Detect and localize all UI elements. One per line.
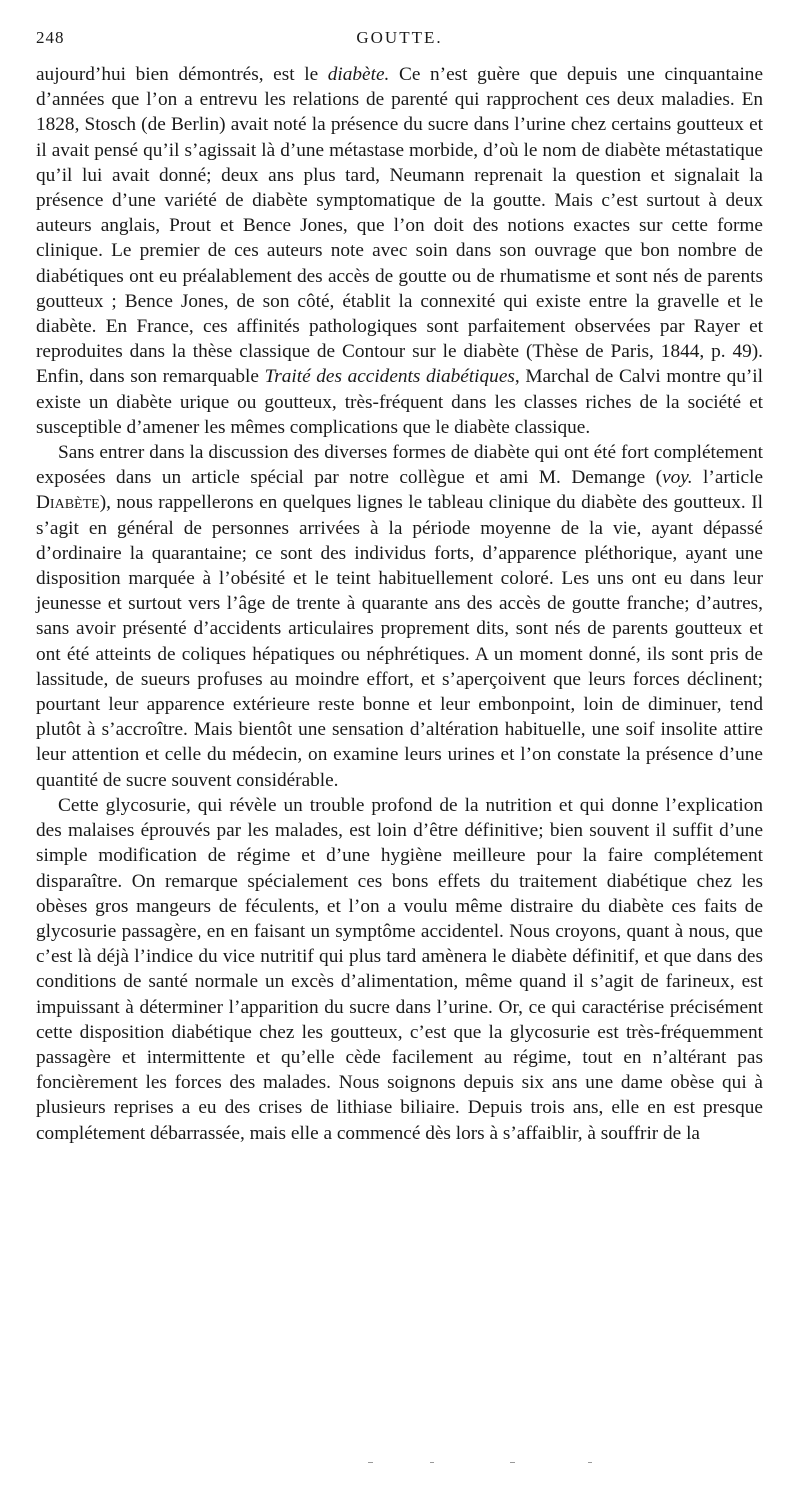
body-text: [36, 62, 763, 1146]
bottom-specks: [360, 1462, 660, 1464]
paragraph: [36, 793, 763, 1146]
paragraph: [36, 440, 763, 793]
text-segment: l’article: [692, 467, 763, 489]
text-segment: Cette glycosurie, qui révèle un trouble profond de la nutrition et qui donne l’explication des malaises éprouvés par les malades, est loin d’être définitive; bien souvent il suffit d’une simple modification de régime et d’une hygiène meilleure pour la faire complétement disparaître. On remarque spécialement ces bons effets du traitement diabétique chez les obèses gros mangeurs de féculents, et l’on a voulu même distraire du diabète ces faits de glycosurie passagère, en en faisant un symptôme accidentel. Nous croyons, quant à nous, que c’est là déjà l’indice du vice nutritif qui plus tard amènera le diabète définitif, et que dans des conditions de santé normale un excès d’alimentation, même quand il s’agit de farineux, est impuissant à déterminer l’apparition du sucre dans l’urine. Or, ce qui caractérise précisément cette disposition diabétique chez les goutteux, c’est que la glycosurie est très-fréquemment passagère et intermittente et qu’elle cède facilement au régime, tout en n’altérant pas foncièrement les forces des malades. Nous soignons depuis six ans une dame obèse qui à plusieurs reprises a eu des crises de lithiase biliaire. Depuis trois ans, elle en est presque complétement débarrassée, mais elle a commencé dès lors à s’affaiblir, à souffrir de la: [36, 794, 763, 1144]
text-segment: aujourd’hui bien démontrés, est le: [36, 64, 328, 85]
running-head: [36, 28, 763, 54]
text-segment: ), nous rappellerons en quelques lignes le tableau clinique du diabète des goutteux. Il s’agit en général de personnes arrivées à la période moyenne de la vie, ayant dépassé d’ordinaire la quarantaine; ce sont des individus forts, d’apparence pléthorique, ayant une disposition marquée à l’obésité et le teint habituellement coloré. Les uns ont eu dans leur jeunesse et surtout vers l’âge de trente à quarante ans des accès de goutte franche; d’autres, sans avoir présenté d’accidents articulaires proprement dits, sont nés de parents goutteux et ont été atteints de coliques hépatiques ou néphrétiques. A un moment donné, ils sont pris de lassitude, de sueurs profuses au moindre effort, et s’aperçoivent que leurs forces déclinent; pourtant leur apparence extérieure reste bonne et leur embonpoint, loin de diminuer, tend plutôt à s’accroître. Mais bientôt une sensation d’altération habituelle, une soif insolite attire leur attention et celle du médecin, on examine leurs urines et l’on constate la présence d’une quantité de sucre souvent considérable.: [36, 492, 763, 791]
page-number: 248: [36, 28, 65, 47]
text-segment: Ce n’est guère que depuis une cinquantaine d’années que l’on a entrevu les relations de parenté qui rapprochent ces deux maladies. En 1828, Stosch (de Berlin) avait noté la présence du sucre dans l’urine chez certains goutteux et il avait pensé qu’il s’agissait là d’une métastase morbide, d’où le nom de diabète métastatique qu’il lui avait donné; deux ans plus tard, Neumann reprenait la question et signalait la présence d’une variété de diabète symptomatique de la goutte. Mais c’est surtout à deux auteurs anglais, Prout et Bence Jones, que l’on doit des notions exactes sur cette forme clinique. Le premier de ces auteurs note avec soin dans son ouvrage que bon nombre de diabétiques ont eu préalablement des accès de goutte ou de rhumatisme et sont nés de parents goutteux ; Bence Jones, de son côté, établit la connexité qui existe entre la gravelle et le diabète. En France, ces affinités pathologiques sont parfaitement observées par Rayer et reproduites dans la thèse classique de Contour sur le diabète (Thèse de Paris, 1844, p. 49). Enfin, dans son remarquable: [36, 64, 764, 388]
book-page: [36, 28, 763, 1146]
running-title: GOUTTE.: [356, 28, 443, 47]
text-segment: , Marchal de Calvi montre qu’il existe un diabète urique ou goutteux, très-fréquent dans les classes riches de la société et susceptible d’amener les mêmes complications que le diabète classique.: [36, 366, 763, 438]
text-segment: diabète.: [327, 64, 390, 85]
text-segment: Sans entrer dans la discussion des diverses formes de diabète qui ont été fort complétement exposées dans un article spécial par notre collègue et ami M. Demange (: [36, 442, 763, 489]
paragraph: [36, 62, 763, 440]
text-segment: voy.: [662, 467, 693, 489]
text-segment: Traité des accidents diabétiques: [264, 366, 515, 388]
text-segment: Diabète: [36, 492, 100, 514]
